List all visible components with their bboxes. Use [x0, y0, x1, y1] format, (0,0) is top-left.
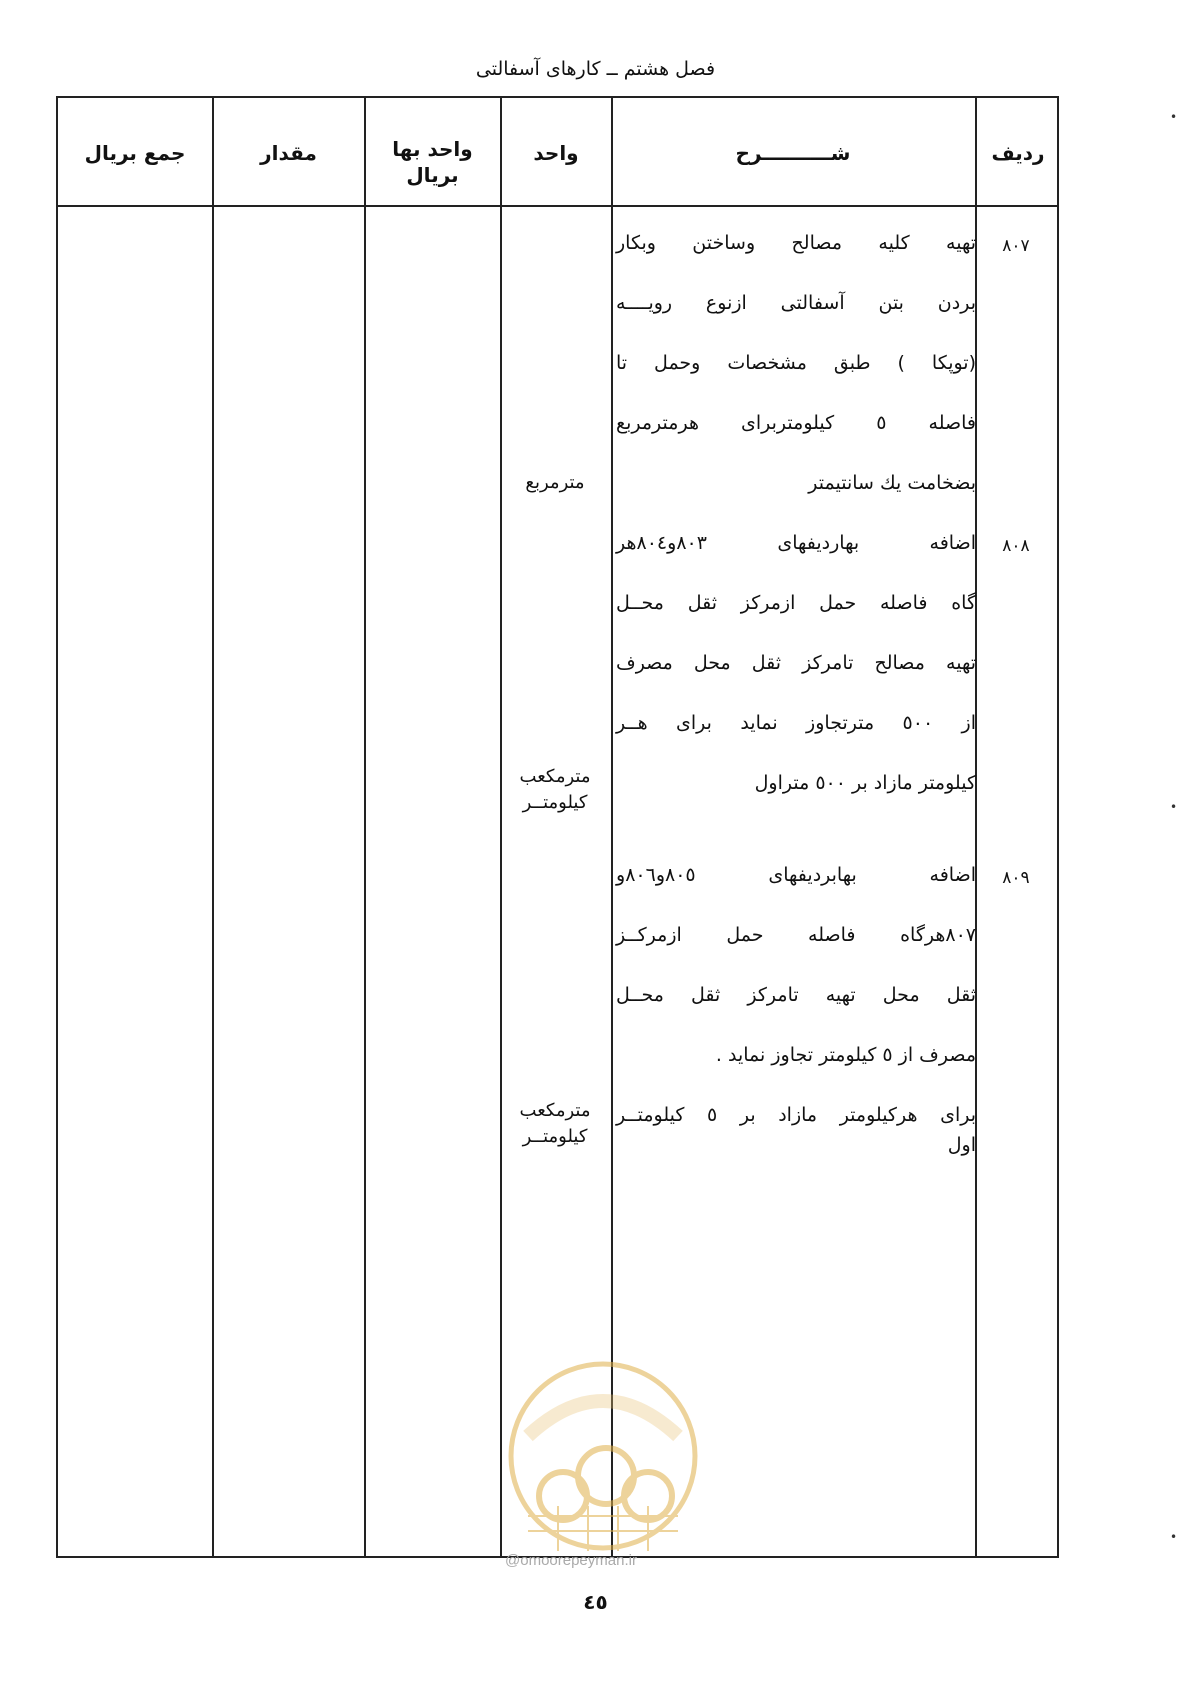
description-line: اول	[947, 1134, 976, 1156]
column-divider	[611, 96, 613, 1558]
unit-line: مترمکعب	[519, 1100, 591, 1121]
header-vahed-baha-line2: بریال	[406, 163, 459, 187]
unit-line: مترمربع	[525, 472, 585, 493]
unit-cell	[500, 1098, 610, 1150]
margin-speck: •	[1170, 110, 1178, 124]
header-jame: جمع بریال	[84, 141, 186, 165]
description-line: اضافه بهابردیفهای ۸۰٥و۸۰٦و	[616, 864, 976, 886]
row-number: ۸۰۸	[1002, 536, 1030, 556]
row-number: ۸۰۹	[1002, 868, 1030, 888]
header-vahed: واحد	[533, 141, 579, 165]
unit-line: کیلومتــر	[522, 1126, 588, 1147]
price-table	[56, 96, 1059, 1558]
column-divider	[364, 96, 366, 1558]
column-divider	[212, 96, 214, 1558]
page-header: فصل هشتم ــ کارهای آسفالتی	[475, 58, 716, 80]
description-line: تهیه کلیه مصالح وساختن وبکار	[616, 232, 976, 254]
row-number: ۸۰۷	[1002, 236, 1030, 256]
header-sharh: شــــــــــرح	[735, 141, 851, 165]
unit-cell	[500, 764, 610, 816]
margin-speck: •	[1170, 1530, 1178, 1544]
stamp-logo	[488, 1356, 718, 1556]
column-divider	[975, 96, 977, 1558]
header-divider	[56, 205, 1059, 207]
unit-cell	[500, 470, 610, 496]
header-vahed-baha	[365, 136, 500, 188]
description-line: مصرف از ٥ کیلومتر تجاوز نماید .	[715, 1044, 976, 1066]
margin-speck: •	[1170, 800, 1178, 814]
description-line: ثقل محل تهیه تامرکز ثقل محــل	[616, 984, 976, 1006]
unit-line: مترمکعب	[519, 766, 591, 787]
description-line: بردن بتن آسفالتی ازنوع رویــــه	[616, 292, 976, 314]
description-line: کیلومتر مازاد بر ٥۰۰ متراول	[754, 772, 976, 794]
header-radif: ردیف	[991, 141, 1045, 165]
description-line: برای هرکیلومتر مازاد بر ٥ کیلومتــر	[616, 1104, 976, 1126]
page-number: ٤٥	[583, 1590, 608, 1614]
description-line: گاه فاصله حمل ازمرکز ثقل محــل	[616, 592, 976, 614]
column-divider	[500, 96, 502, 1558]
description-line: بضخامت یك سانتیمتر	[808, 472, 976, 494]
description-line: تهیه مصالح تامرکز ثقل محل مصرف	[616, 652, 976, 674]
description-line: از ٥۰۰ مترتجاوز نماید برای هــر	[616, 712, 976, 734]
description-line: ۸۰۷هرگاه فاصله حمل ازمرکــز	[616, 924, 976, 946]
description-line: (توپکا ) طبق مشخصات وحمل تا	[616, 352, 976, 374]
header-vahed-baha-line1: واحد بها	[392, 137, 473, 161]
watermark-text: @omoorepeyman.ir	[505, 1552, 637, 1569]
header-meghdar: مقدار	[260, 141, 317, 165]
description-line: فاصله ٥ کیلومتربرای هرمترمربع	[616, 412, 976, 434]
unit-line: کیلومتــر	[522, 792, 588, 813]
description-line: اضافه بهاردیفهای ۸۰۳و۸۰٤هر	[616, 532, 976, 554]
